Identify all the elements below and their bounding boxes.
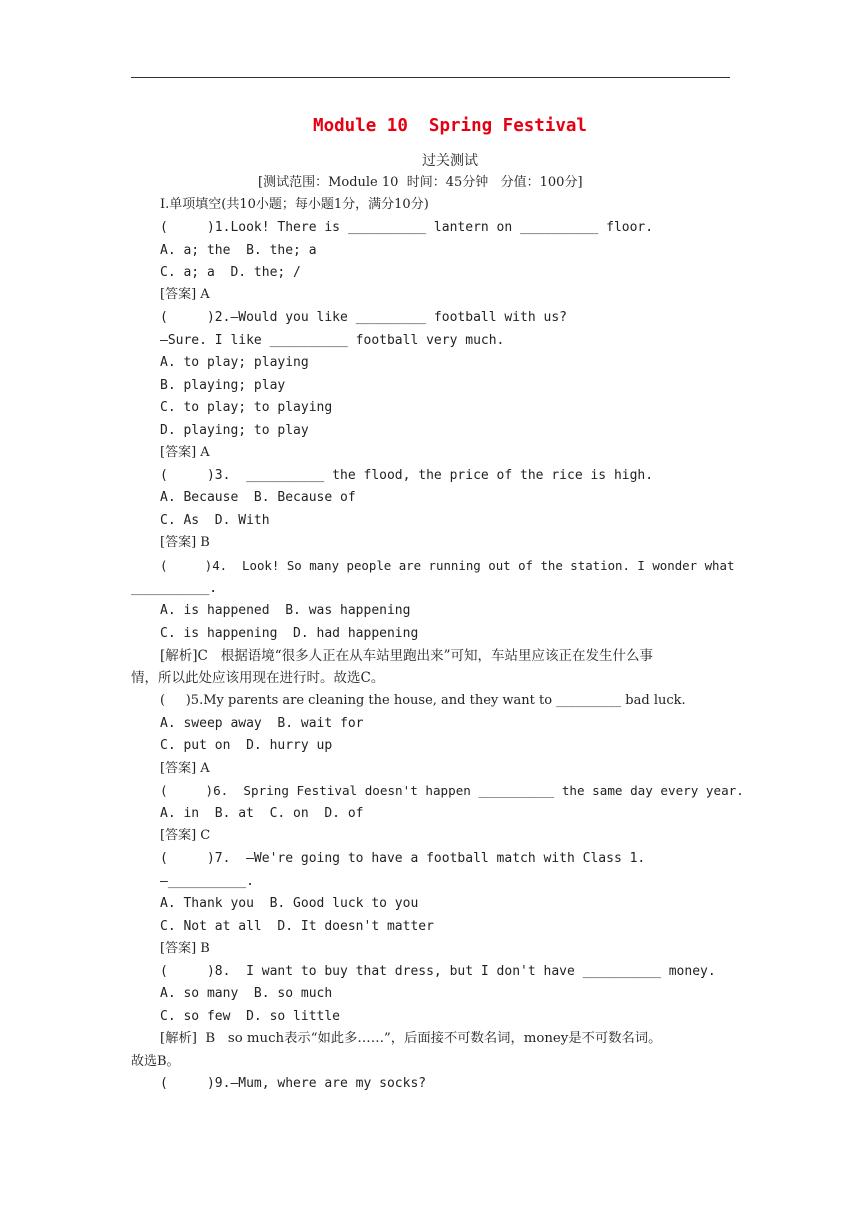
question-8-options-ab: A. so many B. so much	[160, 986, 333, 1001]
question-1-options-ab: A. a; the B. the; a	[160, 243, 317, 258]
question-6-answer: [答案] C	[160, 828, 211, 843]
question-8-analysis: [解析] B so much表示“如此多……”，后面接不可数名词，money是不可数名词。	[160, 1031, 662, 1046]
question-1-answer: [答案] A	[160, 287, 210, 302]
question-9-stem: ( )9.—Mum, where are my socks?	[160, 1076, 427, 1091]
question-4-stem-cont: __________.	[131, 581, 218, 596]
question-2-option-a: A. to play; playing	[160, 355, 309, 370]
question-8-stem: ( )8. I want to buy that dress, but I don't have __________ money.	[160, 964, 716, 979]
question-4-analysis-cont: 情，所以此处应该用现在进行时。故选C。	[131, 670, 385, 686]
question-4-stem: ( )4. Look! So many people are running out of the station. I wonder what	[160, 558, 735, 573]
question-5-options-ab: A. sweep away B. wait for	[160, 716, 364, 731]
question-1-options-cd: C. a; a D. the; /	[160, 265, 301, 280]
question-3-options-cd: C. As D. With	[160, 513, 270, 528]
question-5-options-cd: C. put on D. hurry up	[160, 738, 333, 753]
page-title: Module 10 Spring Festival	[313, 116, 587, 136]
question-5-stem: ( )5.My parents are cleaning the house, and they want to __________ bad luck.	[160, 693, 686, 708]
question-7-options-cd: C. Not at all D. It doesn't matter	[160, 919, 434, 934]
question-1-stem: ( )1.Look! There is __________ lantern on __________ floor.	[160, 220, 654, 235]
question-3-answer: [答案] B	[160, 535, 210, 550]
question-2-option-b: B. playing; play	[160, 378, 286, 393]
question-7-reply: —__________.	[160, 874, 254, 889]
question-2-option-d: D. playing; to play	[160, 423, 309, 438]
test-info: [测试范围：Module 10 时间：45分钟 分值：100分]	[258, 175, 583, 190]
question-2-reply: —Sure. I like __________ football very much.	[160, 333, 505, 348]
question-7-options-ab: A. Thank you B. Good luck to you	[160, 896, 419, 911]
question-5-answer: [答案] A	[160, 761, 210, 776]
question-7-answer: [答案] B	[160, 941, 210, 956]
question-2-stem: ( )2.—Would you like _________ football with us?	[160, 310, 567, 325]
question-6-stem: ( )6. Spring Festival doesn't happen __________ the same day every year.	[160, 783, 744, 798]
section-title: Ⅰ.单项填空(共10小题；每小题1分，满分10分)	[160, 197, 429, 212]
question-8-options-cd: C. so few D. so little	[160, 1009, 341, 1024]
question-2-answer: [答案] A	[160, 445, 210, 460]
header-rule	[131, 77, 730, 78]
question-3-options-ab: A. Because B. Because of	[160, 490, 356, 505]
question-3-stem: ( )3. __________ the flood, the price of the rice is high.	[160, 468, 654, 483]
page-subtitle: 过关测试	[422, 153, 478, 169]
question-4-analysis: [解析]C 根据语境“很多人正在从车站里跑出来”可知，车站里应该正在发生什么事	[160, 648, 654, 664]
question-4-options-cd: C. is happening D. had happening	[160, 626, 419, 641]
question-2-option-c: C. to play; to playing	[160, 400, 333, 415]
question-6-options: A. in B. at C. on D. of	[160, 806, 364, 821]
question-4-options-ab: A. is happened B. was happening	[160, 603, 411, 618]
question-8-analysis-cont: 故选B。	[131, 1054, 180, 1069]
question-7-stem: ( )7. —We're going to have a football match with Class 1.	[160, 851, 646, 866]
